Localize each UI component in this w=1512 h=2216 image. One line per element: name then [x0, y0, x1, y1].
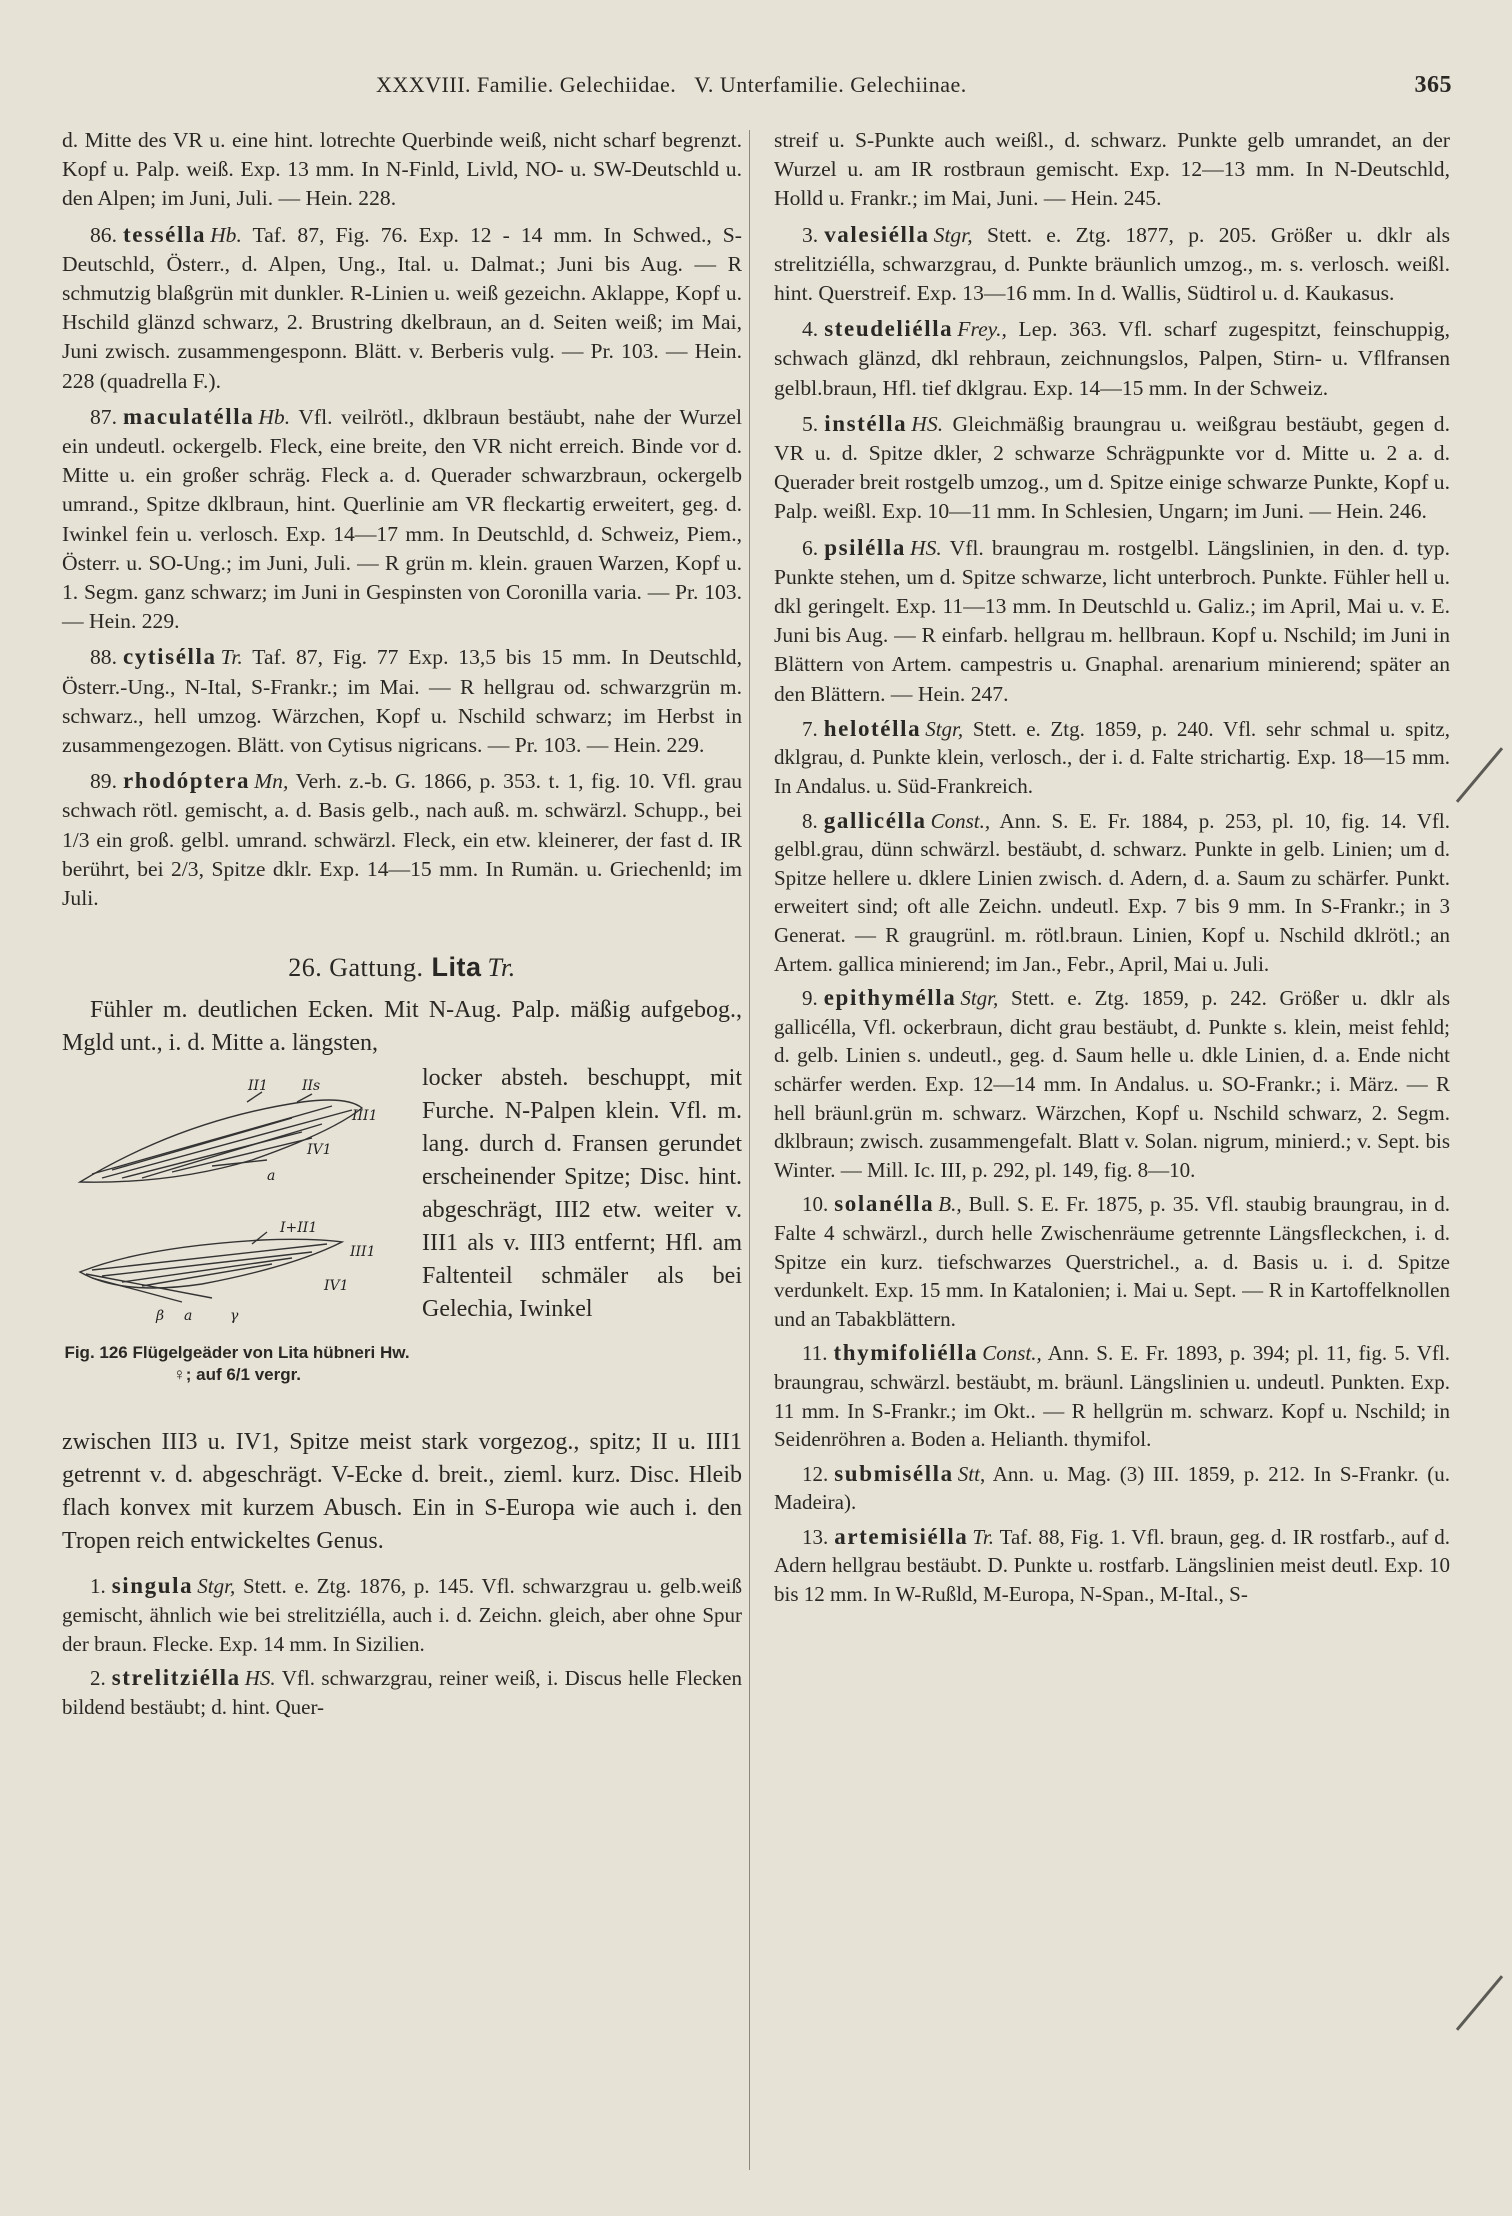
entry-text: Taf. 88, Fig. 1. Vfl. braun, geg. d. IR rostfarb., auf d. Adern hellgrau bestäubt. D. Punkte u. rostfarb. Längslinien meist deutl. Exp. 10 bis 12 mm. In W-Rußld, M-Europa, N-Span., M-Ital., S- [774, 1524, 1451, 1607]
species-name: steudeliélla [824, 316, 954, 342]
entry-number: 1. [90, 1574, 106, 1599]
entry-text: Vfl. veilrötl., dklbraun bestäubt, nahe der Wurzel ein undeutl. ockergelb. Fleck, eine breite, den VR nicht erreich. Binde vor d. Mitte u. ein großer schräg. Fleck a. d. Querader schwarzbraun, ockergelb umrand., Spitze dklbraun, hint. Querlinie am VR fleckartig erweitert, geg. d. Iwinkel fein u. verlosch. Exp. 14—17 mm. In Deutschld, d. Schweiz, Piem., Österr. u. SO-Ung.; im Juni, Juli. — R grün m. klein. grauen Warzen, Kopf u. 1. Segm. ganz schwarz; im Juni in Gespinsten von Coronilla varia. — Pr. 103. — Hein. 229. [62, 404, 742, 634]
species-name: rhodóptera [123, 768, 251, 794]
entry-number: 87. [90, 404, 117, 429]
species-name: submisélla [834, 1460, 954, 1486]
margin-pencil-mark [1456, 747, 1503, 803]
entry-number: 4. [802, 317, 819, 342]
header-title [370, 72, 973, 98]
entry-text: Taf. 87, Fig. 76. Exp. 12 - 14 mm. In Schwed., S-Deutschld, Österr., d. Alpen, Ung., Ital. u. Dalmat.; Juni bis Aug. — R schmutzig blaßgrün mit dunkler. R-Linien u. weiß gezeichn. Aklappe, Kopf u. Hschild glänzd schwarz, 2. Brustring dkelbraun, an d. Seiten weiß; im Mai, Juni zwisch. zusammengesponn. Blätt. v. Berberis vulg. — Pr. 103. — Hein. 228 (quadrella F.). [62, 222, 742, 393]
species-name: artemisiélla [834, 1523, 969, 1549]
fig-label: III1 [350, 1244, 376, 1261]
genus-description-beside-figure: locker absteh. beschuppt, mit Furche. N-Palpen klein. Vfl. m. lang. durch d. Fransen gerundet erscheinender Spitze; Disc. hint. abgeschrägt, III2 etw. weiter v. III1 als v. III3 entfernt; Hfl. am Faltenteil schmäler als bei Gelechia, Iwinkel [422, 1065, 742, 1323]
genus-name: Lita [431, 952, 482, 983]
entry-text: Stett. e. Ztg. 1876, p. 145. Vfl. schwarzgrau u. gelb.weiß gemischt, ähnlich wie bei strelitziélla, auch i. d. Zeichn. gleich, aber ohne Spur der braun. Flecke. Exp. 14 mm. In Sizilien. [62, 1574, 743, 1656]
species-name: cytisélla [123, 644, 217, 670]
entry-9 [774, 984, 1450, 1184]
species-author: Tr. [220, 645, 243, 670]
entry-2 [62, 1664, 742, 1721]
entry-11 [774, 1339, 1450, 1453]
species-author: Stgr, [925, 716, 964, 741]
entry-number: 13. [802, 1524, 829, 1549]
species-author: Hb. [258, 404, 291, 429]
wing-venation-figure [62, 1062, 412, 1402]
species-name: singula [111, 1573, 194, 1599]
entry-number: 5. [802, 411, 819, 436]
species-author: Const., [930, 808, 991, 833]
entry-text: Vfl. schwarzgrau, reiner weiß, i. Discus helle Flecken bildend bestäubt; d. hint. Quer- [62, 1666, 743, 1719]
entry-10 [774, 1190, 1450, 1333]
species-author: HS. [910, 535, 942, 560]
fig-label: II1 [248, 1078, 268, 1095]
species-name: valesiélla [824, 221, 930, 247]
species-author: Frey., [957, 317, 1007, 342]
entry-number: 9. [802, 986, 818, 1011]
species-name: psilélla [824, 534, 907, 560]
species-name: solanélla [834, 1191, 935, 1217]
entry-number: 10. [802, 1192, 829, 1217]
entry-4 [774, 314, 1450, 403]
species-name: helotélla [823, 715, 922, 741]
species-name: epithymélla [823, 985, 957, 1011]
species-author: Mn, [254, 769, 289, 794]
entry-number: 3. [802, 222, 819, 247]
entry-number: 12. [802, 1461, 829, 1486]
entry-text: Stett. e. Ztg. 1859, p. 240. Vfl. sehr schmal u. spitz, dklgrau, d. Punkte klein, verlosch., der i. d. Falte strichartig. Exp. 18—15 mm. In Andalus. u. Süd-Frankreich. [774, 716, 1450, 799]
entry-12 [774, 1460, 1450, 1517]
entry-13 [774, 1523, 1450, 1609]
right-column [774, 126, 1450, 1615]
genus-number: 26. Gattung. [288, 953, 424, 983]
wing-venation-drawing [62, 1062, 412, 1342]
species-author: Const., [982, 1341, 1042, 1366]
fig-label: IIs [302, 1078, 321, 1095]
entry-text: Gleichmäßig braungrau u. weißgrau bestäubt, gegen d. VR u. d. Spitze dkler, 2 schwarze Schrägpunkte vor d. Mitte u. 2 a. d. Querader breit rostgelb umzog., um d. Spitze einige schwarze Punkte, Kopf u. Palp. weißl. Exp. 10—11 mm. In Schlesien, Ungarn; im Juni. — Hein. 246. [774, 411, 1450, 524]
entry-number: 2. [90, 1666, 106, 1691]
entry-6 [774, 533, 1450, 709]
entry-text: Verh. z.-b. G. 1866, p. 353. t. 1, fig. 10. Vfl. grau schwach rötl. gemischt, a. d. Basis gelb., nach auß. m. schwärzl. Schupp., bei 1/3 ein groß. gelbl. umrand. schwärzl. Fleck, ein etw. kleinerer, der fast d. IR berührt, bei 2/3, Spitze dklr. Exp. 14—15 mm. In Rumän. u. Griechenld; im Juli. [62, 769, 742, 911]
entry-text: Ann. S. E. Fr. 1893, p. 394; pl. 11, fig. 5. Vfl. braungrau, schwärzl. bestäubt, m. bräunl. Längslinien u. undeutl. Punkten. Exp. 11 mm. In S-Frankr.; im Okt.. — R hellgrün m. schwarz. Kopf u. Nschild; in Seidenröhren a. Boden a. Helianth. thymifol. [774, 1341, 1450, 1452]
species-author: Stgr, [933, 222, 973, 247]
species-author: HS. [244, 1666, 276, 1691]
fig-label: γ [230, 1308, 239, 1325]
entry-85-continuation: d. Mitte des VR u. eine hint. lotrechte Querbinde weiß, nicht scharf begrenzt. Kopf u. Palp. weiß. Exp. 13 mm. In N-Finld, Livld, NO- u. SW-Deutschld u. den Alpen; im Juni, Juli. — Hein. 228. [62, 128, 742, 211]
entry-1 [62, 1572, 742, 1658]
species-name: thymifoliélla [833, 1340, 979, 1366]
entry-number: 11. [802, 1341, 828, 1366]
fig-label: a [184, 1308, 193, 1325]
species-author: Hb. [210, 222, 242, 247]
entry-88 [62, 642, 742, 760]
entry-text: Taf. 87, Fig. 77 Exp. 13,5 bis 15 mm. In Deutschld, Österr.-Ung., N-Ital, S-Frankr.; im Mai. — R hellgrau od. schwarzgrün m. schwarz., hell umzog. Wärzchen, Kopf u. Nschild schwarz; im Herbst in zusammengezogen. Blätt. von Cytisus nigricans. — Pr. 103. — Hein. 229. [62, 645, 742, 758]
genus-heading [62, 953, 742, 982]
running-header [60, 72, 1452, 112]
species-author: Tr. [972, 1524, 995, 1549]
genus-intro: Fühler m. deutlichen Ecken. Mit N-Aug. Palp. mäßig aufgebog., Mgld unt., i. d. Mitte a. längsten, [62, 997, 742, 1057]
entry-text: Lep. 363. Vfl. scharf zugespitzt, feinschuppig, schwach glänzd, dkl rehbraun, zeichnungslos, Palpen, Stirn- u. Vflfransen gelbl.braun, Hfl. tief dklgrau. Exp. 14—15 mm. In der Schweiz. [774, 317, 1450, 400]
species-name: instélla [824, 410, 908, 436]
species-name: maculatélla [123, 403, 255, 429]
species-author: Stgr, [960, 986, 999, 1011]
entry-number: 86. [90, 222, 117, 247]
entry-number: 8. [802, 808, 818, 833]
genus-description-continued: zwischen III3 u. IV1, Spitze meist stark vorgezog., spitz; II u. III1 getrennt v. d. abgeschrägt. V-Ecke d. breit., zieml. kurz. Disc. Hleib flach konvex mit kurzem Abusch. Ein in S-Europa wie auch i. den Tropen reich entwickeltes Genus. [62, 1429, 742, 1555]
entry-number: 88. [90, 645, 117, 670]
species-author: B., [938, 1192, 962, 1217]
fig-label: III1 [352, 1108, 378, 1125]
page-number: 365 [1414, 72, 1452, 98]
entry-89 [62, 766, 742, 913]
entry-3 [774, 220, 1450, 309]
fig-label: IV1 [324, 1278, 349, 1295]
margin-pencil-mark [1456, 1975, 1503, 2031]
entry-text: Ann. S. E. Fr. 1884, p. 253, pl. 10, fig. 14. Vfl. gelbl.grau, dünn schwärzl. bestäubt, d. schwarz. Punkte in gelb. Linien; um d. Spitze hellere u. dklere Linien zwisch. d. Adern, d. a. Saum zu schärfer. Punkt. erweitert sind; oft alle Zeichn. undeutl. Exp. 7 bis 9 mm. In S-Frankr.; in 3 Generat. — R graugrünl. m. rötl.braun. Linien, Kopf u. Nschild dklrötl.; an Artem. gallica minierend; im Jan., Febr., April, Mai u. Juli. [774, 808, 1450, 976]
fig-label: I+II1 [280, 1220, 318, 1237]
species-author: Stgr, [197, 1574, 236, 1599]
header-subfamily: V. Unterfamilie. Gelechiinae. [694, 72, 967, 97]
entry-7 [774, 715, 1450, 801]
entry-number: 6. [802, 535, 819, 560]
header-family: XXXVIII. Familie. Gelechiidae. [376, 72, 677, 97]
entry-number: 89. [90, 769, 117, 794]
entry-number: 7. [802, 716, 818, 741]
entry-text: Vfl. braungrau m. rostgelbl. Längslinien, in den. d. typ. Punkte stehen, um d. Spitze schwarze, licht unterbroch. Punkte. Fühler hell u. dkl geringelt. Exp. 11—13 mm. In Deutschld u. Galiz.; im April, Mai u. v. E. Juni bis Aug. — R einfarb. hellgrau m. hellbraun. Kopf u. Nschild; im Juni in Blättern von Artem. campestris u. Gnaphal. arenarium minierend; später an den Blättern. — Hein. 247. [774, 535, 1450, 706]
entry-86 [62, 220, 742, 396]
species-author: Stt [957, 1461, 980, 1486]
species-name: strelitziélla [111, 1665, 241, 1691]
column-divider [749, 130, 750, 2170]
fig-label: IV1 [307, 1142, 332, 1159]
entry-text: Stett. e. Ztg. 1877, p. 205. Größer u. dklr als strelitziélla, schwarzgrau, d. Punkte bräunlich umzog., m. s. verlosch. weißl. hint. Querstreif. Exp. 13—16 mm. In d. Wallis, Südtirol u. d. Kaukasus. [774, 222, 1450, 306]
entry-text: Bull. S. E. Fr. 1875, p. 35. Vfl. staubig braungrau, in d. Falte 4 schwärzl., durch helle Zwischenräume getrennte Längsfleckchen, i. d. Spitze ein kurz. tiefschwarzes Querstrichel., a. d. Basis u. i. d. Spitze verdunkelt. Exp. 15 mm. In Katalonien; i. Mai u. Sept. — R in Kartoffelknollen und an Tabakblättern. [774, 1192, 1451, 1331]
genus-author: Tr. [487, 953, 516, 983]
species-name: tessélla [123, 221, 207, 247]
entry-text: , Ann. u. Mag. (3) III. 1859, p. 212. In S-Frankr. (u. Madeira). [774, 1461, 1450, 1515]
figure-caption: Fig. 126 Flügelgeäder von Lita hübneri Hw. ♀; auf 6/1 vergr. [64, 1343, 410, 1385]
figure-block [62, 1062, 742, 1402]
entry-87 [62, 402, 742, 637]
entry-text: Stett. e. Ztg. 1859, p. 242. Größer u. dklr als gallicélla, Vfl. ockerbraun, dicht grau bestäubt, d. Punkte s. klein, meist fehld; d. gelb. Linien s. undeutl., geg. d. Saum helle u. dkle Linien, d. a. Ende nicht schärfer werden. Exp. 12—14 mm. In Andalus. u. SO-Frankr.; i. März. — R hell bräunl.grün m. schwarz. Wärzchen, Kopf u. Nschild schwarz, 2. Segm. dklbraun; zwisch. zusammengefalt. Blatt v. Solan. nigrum, minierd.; v. Sept. bis Winter. — Mill. Ic. III, p. 292, pl. 149, fig. 8—10. [774, 986, 1450, 1182]
entry-5 [774, 409, 1450, 527]
fig-label: a [267, 1168, 276, 1185]
entry-8 [774, 807, 1450, 979]
left-column [62, 126, 742, 1727]
entry-2-continuation: streif u. S-Punkte auch weißl., d. schwarz. Punkte gelb umrandet, an der Wurzel u. am IR rostbraun gemischt. Exp. 12—13 mm. In N-Deutschld, Holld u. Frankr.; im Mai, Juni. — Hein. 245. [774, 128, 1450, 211]
species-name: gallicélla [823, 807, 927, 833]
species-author: HS. [911, 411, 944, 436]
fig-label: β [156, 1308, 165, 1325]
